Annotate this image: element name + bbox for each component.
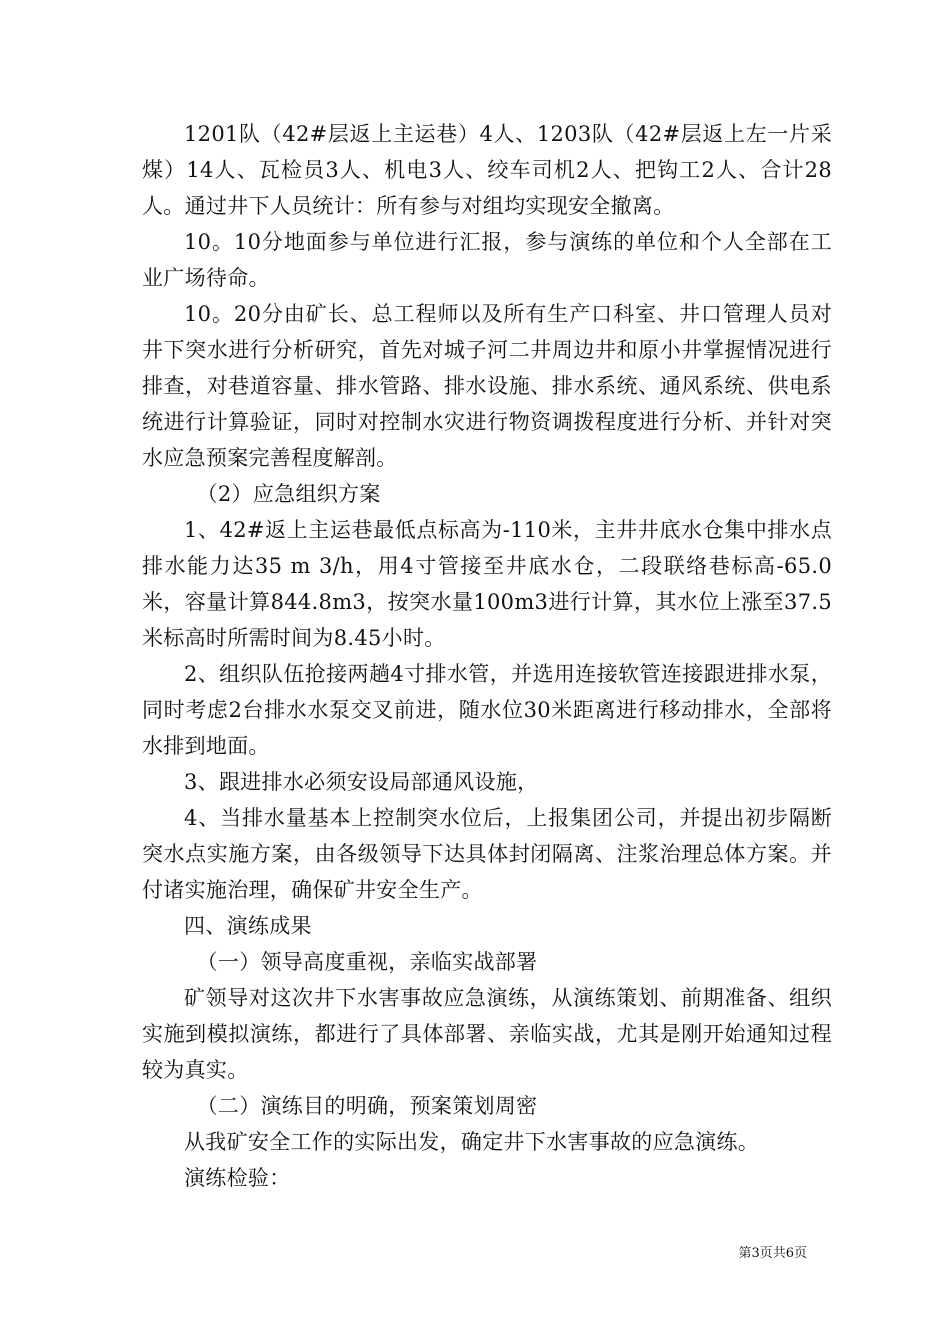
section-heading-results: 四、演练成果 [184, 914, 312, 938]
paragraph-item-4: 4、当排水量基本上控制突水位后，上报集团公司，并提出初步隔断突水点实施方案，由各级领导下达具体封闭隔离、注浆治理总体方案。并付诸实施治理，确保矿井安全生产。 [142, 806, 832, 902]
paragraph-personnel-count: 1201队（42#层返上主运巷）4人、1203队（42#层返上左一片采煤）14人、瓦检员3人、机电3人、绞车司机2人、把钩工2人、合计28人。通过井下人员统计：所有参与对组均实现安全撤离。 [142, 122, 832, 218]
section-heading-emergency-plan: （2）应急组织方案 [196, 482, 381, 506]
paragraph-analysis: 10。20分由矿长、总工程师以及所有生产口科室、井口管理人员对井下突水进行分析研究，首先对城子河二井周边井和原小井掌握情况进行排查，对巷道容量、排水管路、排水设施、排水系统、通风系统、供电系统进行计算验证，同时对控制水灾进行物资调拨程度进行分析、并针对突水应急预案完善程度解剖。 [142, 302, 832, 470]
paragraph-objective: 从我矿安全工作的实际出发，确定井下水害事故的应急演练。 [184, 1130, 760, 1154]
subheading-leadership: （一）领导高度重视，亲临实战部署 [196, 950, 538, 974]
document-body [142, 116, 832, 1196]
page-number: 第3页共6页 [738, 1246, 807, 1261]
paragraph-drill-check: 演练检验： [184, 1166, 291, 1190]
paragraph-item-2: 2、组织队伍抢接两趟4寸排水管，并选用连接软管连接跟进排水泵，同时考虑2台排水水泵交叉前进，随水位30米距离进行移动排水，全部将水排到地面。 [142, 662, 832, 758]
subheading-objective: （二）演练目的明确，预案策划周密 [196, 1094, 538, 1118]
paragraph-item-1: 1、42#返上主运巷最低点标高为-110米，主井井底水仓集中排水点排水能力达35 m 3/h，用4寸管接至井底水仓，二段联络巷标高-65.0米，容量计算844.8m3，按突水量100m3进行计算，其水位上涨至37.5米标高时所需时间为8.45小时。 [142, 518, 832, 650]
paragraph-item-3: 3、跟进排水必须安设局部通风设施， [184, 770, 539, 794]
paragraph-leadership: 矿领导对这次井下水害事故应急演练，从演练策划、前期准备、组织实施到模拟演练，都进行了具体部署、亲临实战，尤其是刚开始通知过程较为真实。 [142, 986, 832, 1082]
paragraph-ground-report: 10。10分地面参与单位进行汇报，参与演练的单位和个人全部在工业广场待命。 [142, 230, 832, 290]
